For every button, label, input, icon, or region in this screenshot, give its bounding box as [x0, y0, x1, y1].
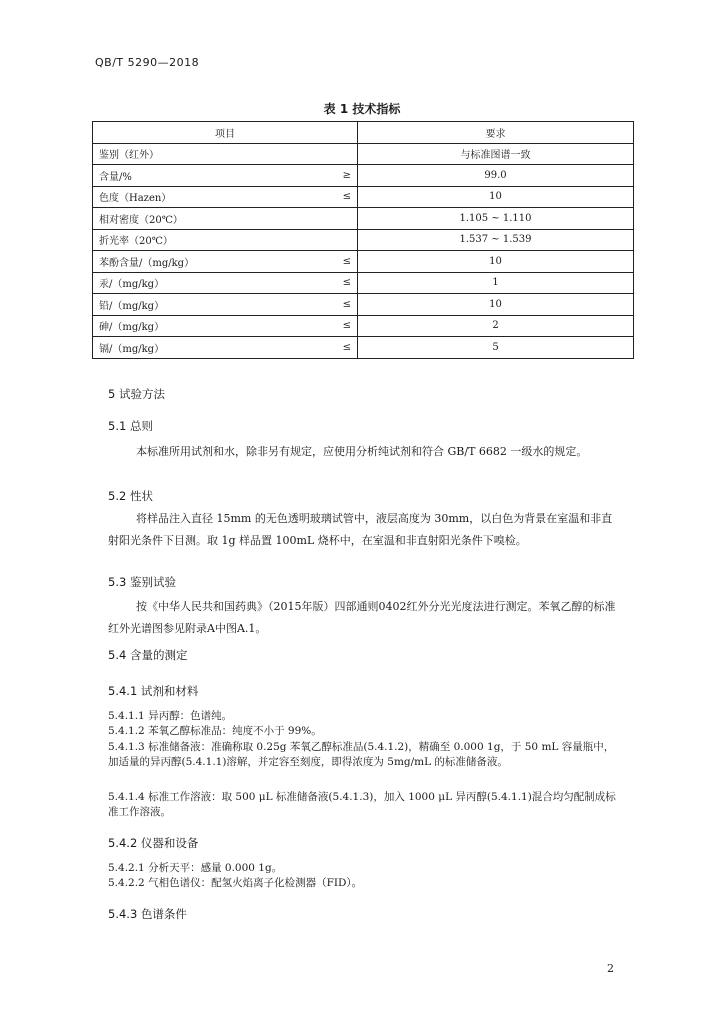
row-item: 砷/（mg/kg） — [93, 315, 328, 337]
section-5-1-text: 本标准所用试剂和水，除非另有规定，应使用分析纯试剂和符合 GB/T 6682 一级水的规定。 — [136, 445, 588, 458]
section-5-3-heading: 5.3 鉴别试验 — [108, 575, 176, 589]
section-5-2-heading: 5.2 性状 — [108, 489, 153, 503]
table-header-row — [93, 122, 634, 144]
header-item: 项目 — [93, 122, 358, 144]
row-symbol: ≤ — [327, 337, 358, 359]
section-5-4-2-heading: 5.4.2 仪器和设备 — [108, 836, 199, 850]
table-row — [93, 165, 634, 187]
row-item: 折光率（20℃） — [93, 229, 358, 251]
section-5-heading: 5 试验方法 — [108, 387, 165, 401]
row-symbol: ≤ — [327, 186, 358, 208]
section-5-4-1-heading: 5.4.1 试剂和材料 — [108, 684, 199, 698]
row-symbol: ≤ — [327, 294, 358, 316]
row-requirement: 1 — [358, 272, 634, 294]
section-5-3-text: 按《中华人民共和国药典》（2015年版）四部通则0402红外分光光度法进行测定。苯氧乙醇的标准红外光谱图参见附录A中图A.1。 — [108, 600, 616, 635]
item-5-4-2-1: 5.4.2.1 分析天平：感量 0.000 1g。 — [108, 862, 283, 874]
row-item: 鉴别（红外） — [93, 143, 358, 165]
row-symbol: ≤ — [327, 272, 358, 294]
row-item: 苯酚含量/（mg/kg） — [93, 251, 328, 273]
row-item: 铅/（mg/kg） — [93, 294, 328, 316]
row-requirement: 10 — [358, 251, 634, 273]
row-requirement: 5 — [358, 337, 634, 359]
row-item: 相对密度（20℃） — [93, 208, 358, 230]
section-5-4-heading: 5.4 含量的测定 — [108, 648, 188, 662]
item-5-4-1-1: 5.4.1.1 异丙醇：色谱纯。 — [108, 710, 233, 722]
item-5-4-1-3: 5.4.1.3 标准储备液：准确称取 0.25g 苯氧乙醇标准品(5.4.1.2)，精确至 0.000 1g，于 50 mL 容量瓶中，加适量的异丙醇(5.4.1.1)溶解，并定容至刻度，即得浓度为 5mg/mL 的标准储备液。 — [108, 741, 615, 768]
spec-table — [92, 121, 634, 359]
table-row — [93, 229, 634, 251]
table-row — [93, 294, 634, 316]
table-row — [93, 143, 634, 165]
table-row — [93, 337, 634, 359]
item-5-4-1-4: 5.4.1.4 标准工作溶液：取 500 μL 标准储备液(5.4.1.3)，加入 1000 μL 异丙醇(5.4.1.1)混合均匀配制成标准工作溶液。 — [108, 791, 616, 818]
section-5-2-text: 将样品注入直径 15mm 的无色透明玻璃试管中，液层高度为 30mm，以白色为背景在室温和非直射阳光条件下目测。取 1g 样品置 100mL 烧杯中，在室温和非直射阳光条件下嗅检。 — [108, 512, 613, 547]
row-requirement: 1.537 ~ 1.539 — [358, 229, 634, 251]
section-5-4-3-heading: 5.4.3 色谱条件 — [108, 907, 187, 921]
row-requirement: 10 — [358, 186, 634, 208]
table-row — [93, 272, 634, 294]
header-requirement: 要求 — [358, 122, 634, 144]
row-requirement: 10 — [358, 294, 634, 316]
row-symbol: ≤ — [327, 251, 358, 273]
section-5-1-heading: 5.1 总则 — [108, 419, 153, 433]
row-requirement: 99.0 — [358, 165, 634, 187]
row-symbol: ≤ — [327, 315, 358, 337]
row-requirement: 1.105 ~ 1.110 — [358, 208, 634, 230]
standard-code: QB/T 5290—2018 — [95, 56, 200, 69]
row-symbol: ≥ — [327, 165, 358, 187]
row-item: 镉/（mg/kg） — [93, 337, 328, 359]
row-item: 含量/% — [93, 165, 328, 187]
table-row — [93, 208, 634, 230]
page-number: 2 — [607, 962, 614, 975]
row-requirement: 2 — [358, 315, 634, 337]
table-title: 表 1 技术指标 — [323, 102, 401, 116]
table-row — [93, 251, 634, 273]
item-5-4-1-2: 5.4.1.2 苯氧乙醇标准品：纯度不小于 99%。 — [108, 725, 322, 737]
table-row — [93, 315, 634, 337]
row-requirement: 与标准图谱一致 — [358, 143, 634, 165]
table-row — [93, 186, 634, 208]
row-item: 色度（Hazen） — [93, 186, 328, 208]
row-item: 汞/（mg/kg） — [93, 272, 328, 294]
item-5-4-2-2: 5.4.2.2 气相色谱仪：配氢火焰离子化检测器（FID）。 — [108, 877, 363, 889]
